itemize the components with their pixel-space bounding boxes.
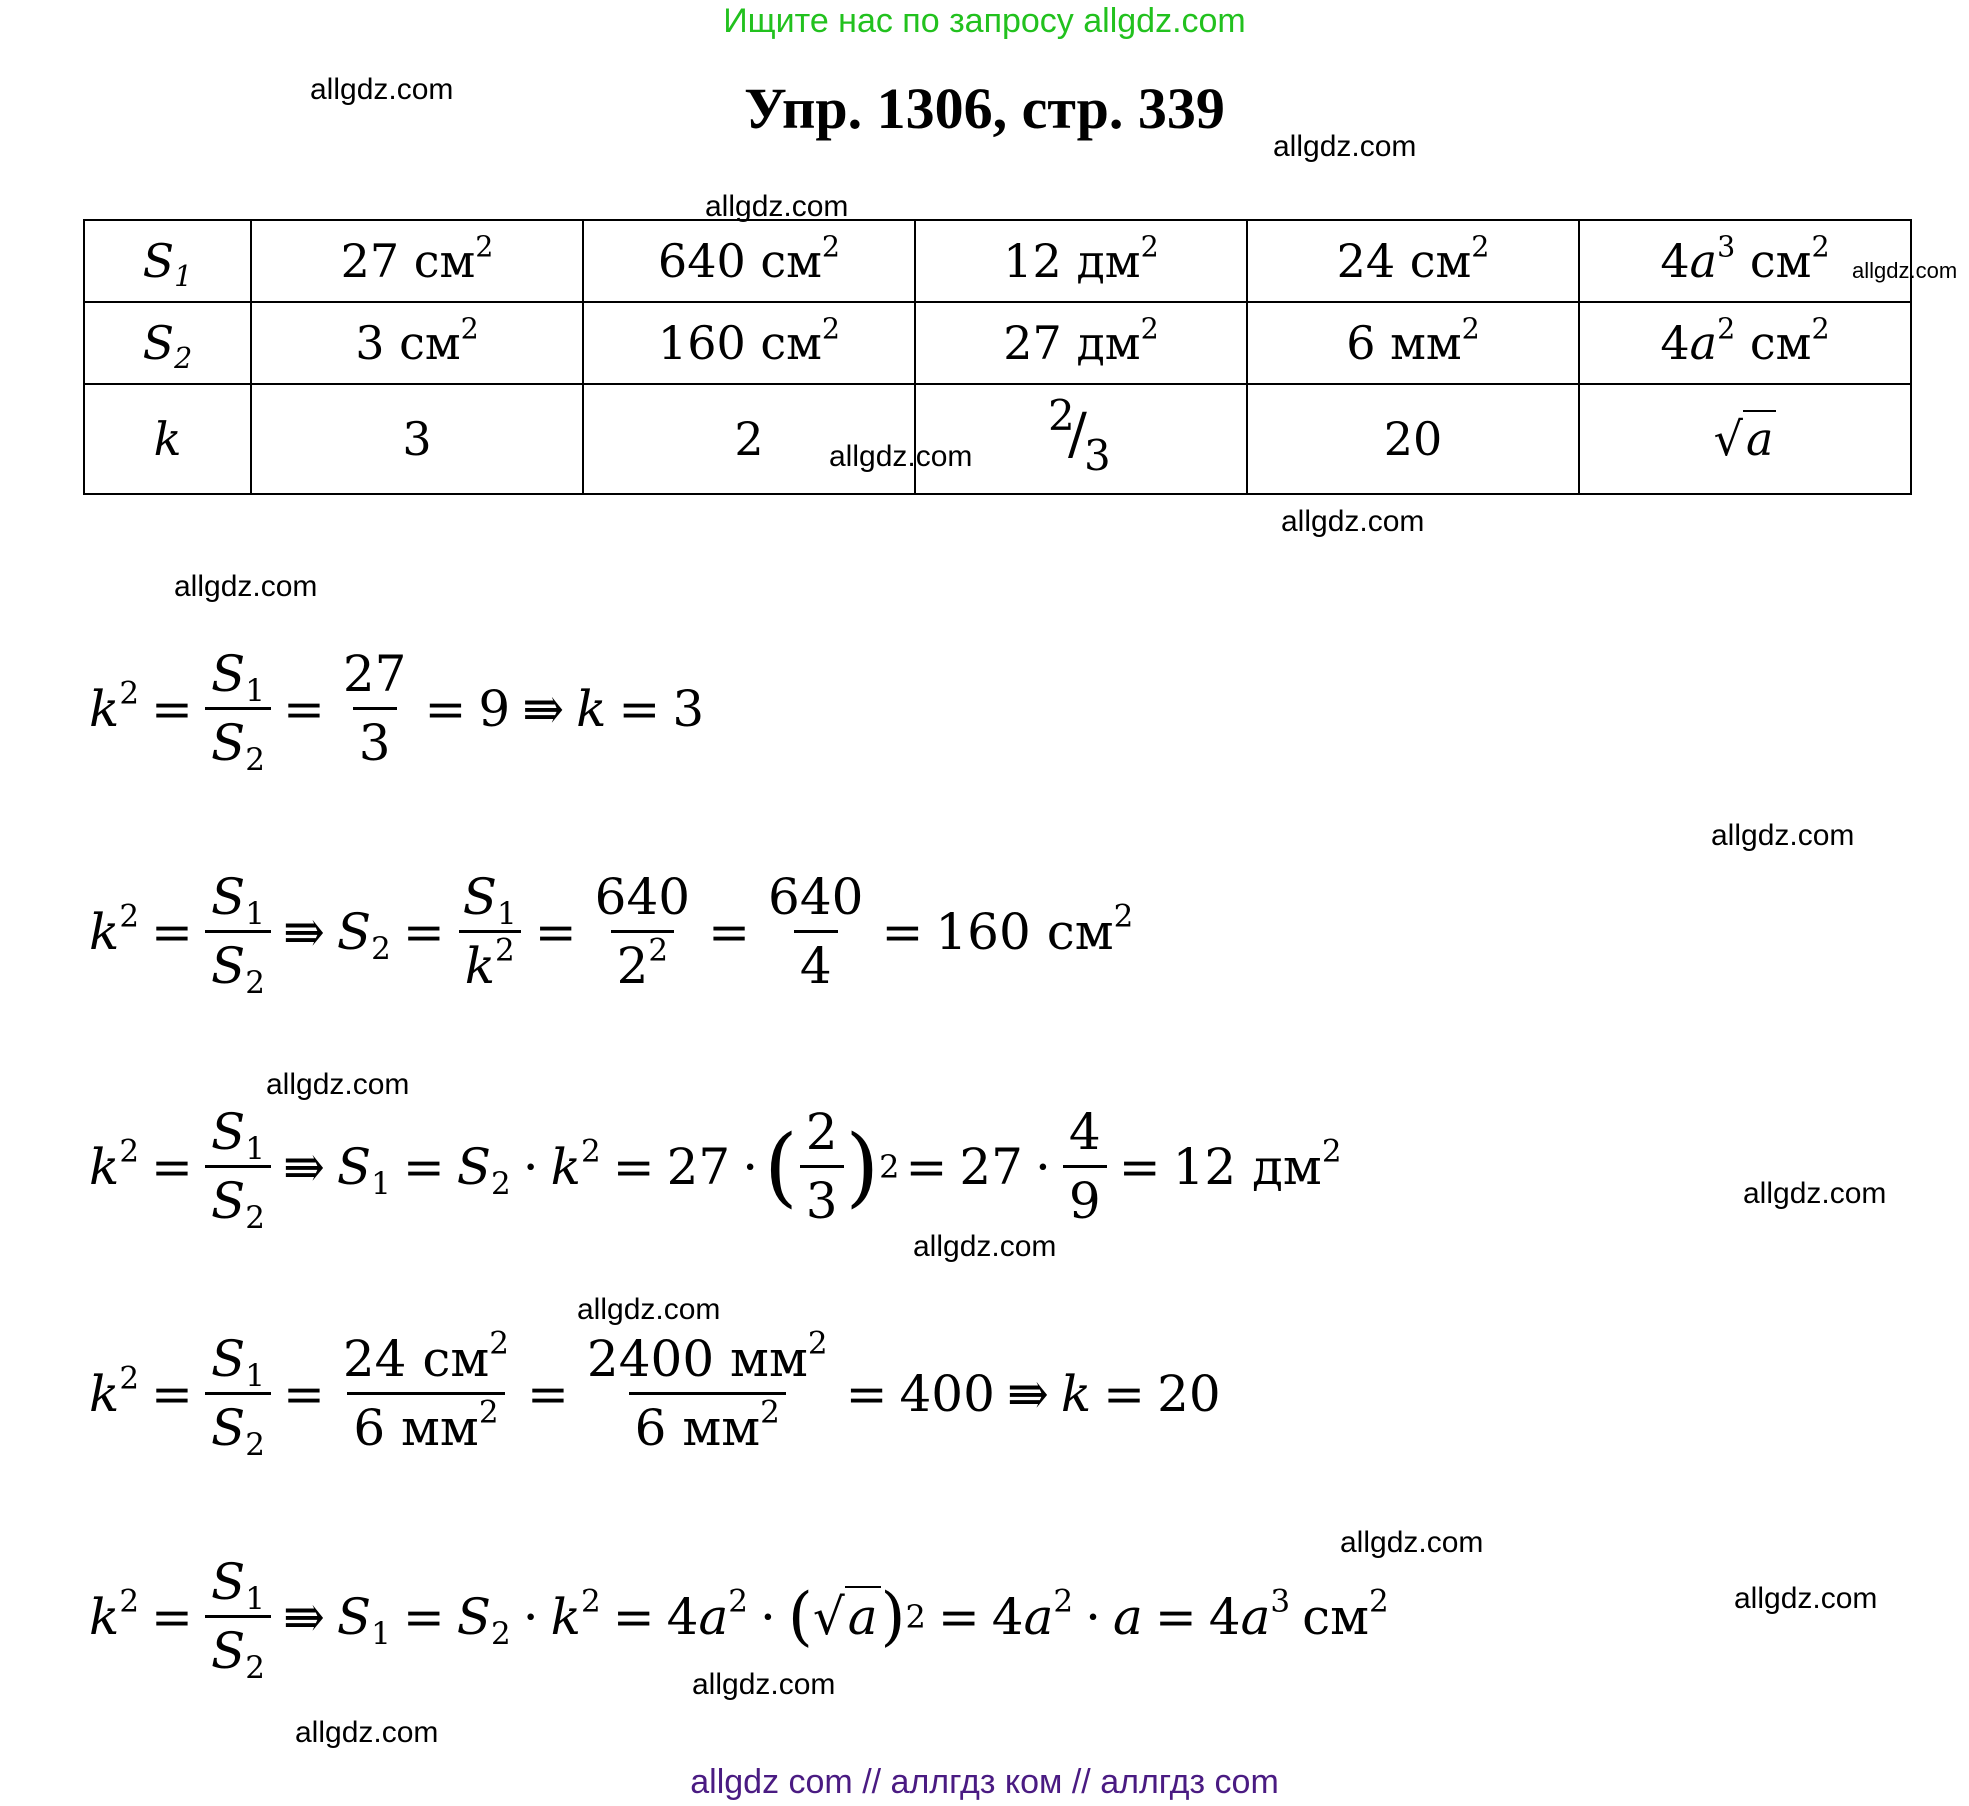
watermark: allgdz.com <box>1734 1582 1878 1615</box>
row-label-s2: $S_2$ <box>84 302 251 384</box>
table-cell: 3 $см^2$ <box>251 302 583 384</box>
table-cell: 27 $см^2$ <box>251 220 583 302</box>
watermark: allgdz.com <box>1711 819 1855 852</box>
watermark: allgdz.com <box>1281 505 1425 538</box>
equation-1: $k^2$ = $\frac{S_1}{S_2}$ = $\frac{27}{3}$ = 9 ⇛ k = 3 <box>89 645 705 778</box>
watermark: allgdz.com <box>705 190 849 223</box>
table-cell <box>915 384 1247 494</box>
watermark: allgdz.com <box>1340 1526 1484 1559</box>
watermark: allgdz.com <box>692 1668 836 1701</box>
table-cell <box>1579 384 1911 494</box>
watermark: allgdz.com <box>1743 1177 1887 1210</box>
similarity-table <box>83 219 1912 495</box>
watermark: allgdz.com <box>1852 258 1958 283</box>
table-cell: 640 $см^2$ <box>583 220 915 302</box>
table-cell: 6 $мм^2$ <box>1247 302 1579 384</box>
watermark: allgdz.com <box>577 1293 721 1326</box>
sqrt-a: √a <box>1714 416 1777 462</box>
table-cell: 27 $дм^2$ <box>915 302 1247 384</box>
watermark: allgdz.com <box>913 1230 1057 1263</box>
table-row-s1 <box>84 220 1911 302</box>
row-label-k: k <box>84 384 251 494</box>
page-title: Упр. 1306, стр. 339 <box>744 76 1225 141</box>
row-label-s1: $S_1$ <box>84 220 251 302</box>
watermark: allgdz.com <box>310 73 454 106</box>
table-row-k <box>84 384 1911 494</box>
fraction-two-thirds: 2 / 3 <box>1048 391 1111 480</box>
watermark: allgdz.com <box>174 570 318 603</box>
table-row-s2 <box>84 302 1911 384</box>
table-cell: 20 <box>1247 384 1579 494</box>
watermark: allgdz.com <box>295 1716 439 1749</box>
watermark: allgdz.com <box>266 1068 410 1101</box>
equation-2: $k^2$ = $\frac{S_1}{S_2}$ ⇛ $S_2$ = $\frac{S_1}{k^2}$ = $\frac{640}{2^2}$ = $\frac{640}{4}$ = 160 $см^2$ <box>89 868 1134 1001</box>
equation-3: $k^2$ = $\frac{S_1}{S_2}$ ⇛ $S_1$ = $S_2$ · $k^2$ = 27 · ( $\frac{2}{3}$ ) 2 = 27 · $\frac{4}{9}$ = 12 $дм^2$ <box>89 1103 1342 1236</box>
table-cell: $4a^3$ $см^2$ <box>1579 220 1911 302</box>
table-cell: 12 $дм^2$ <box>915 220 1247 302</box>
watermark: allgdz.com <box>829 440 973 473</box>
table-cell: 24 $см^2$ <box>1247 220 1579 302</box>
table-cell: 2 <box>583 384 915 494</box>
footer-banner: allgdz com // аллгдз ком // аллгдз com <box>690 1763 1279 1801</box>
table-cell: 160 $см^2$ <box>583 302 915 384</box>
table-cell: $4a^2$ $см^2$ <box>1579 302 1911 384</box>
watermark: allgdz.com <box>1273 130 1417 163</box>
promo-banner: Ищите нас по запросу allgdz.com <box>723 2 1246 40</box>
equation-5: $k^2$ = $\frac{S_1}{S_2}$ ⇛ $S_1$ = $S_2$ · $k^2$ = $4a^2$ · ( √a ) 2 = $4a^2$ · a = $4a^3$ $см^2$ <box>89 1553 1389 1686</box>
equation-4: $k^2$ = $\frac{S_1}{S_2}$ = $\frac{24 см^2}{6 мм^2}$ = $\frac{2400 мм^2}{6 мм^2}$ = 400 ⇛ k = 20 <box>89 1325 1221 1463</box>
table-cell: 3 <box>251 384 583 494</box>
